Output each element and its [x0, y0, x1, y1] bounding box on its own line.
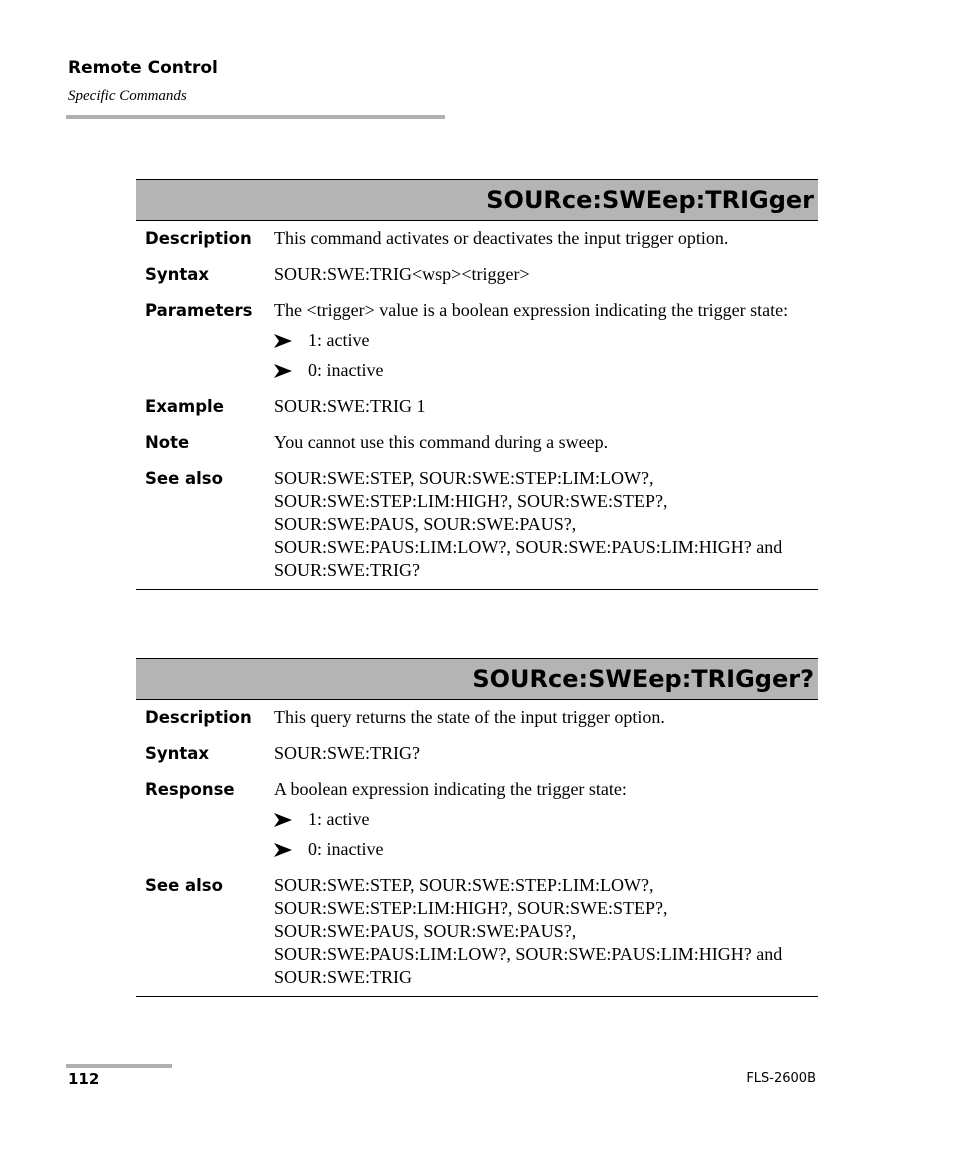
- row-see-also: [136, 467, 818, 582]
- bullet-text: 0: inactive: [308, 360, 384, 380]
- command-title: SOURce:SWEep:TRIGger?: [136, 658, 818, 700]
- bullet-text: 0: inactive: [308, 839, 384, 859]
- row-label: Response: [145, 780, 235, 799]
- row-description: [136, 706, 818, 729]
- row-label: Note: [145, 433, 190, 452]
- row-label: Description: [145, 229, 252, 248]
- row-value: This command activates or deactivates the input trigger option.: [274, 228, 729, 248]
- row-label: Description: [145, 708, 252, 727]
- row-value: You cannot use this command during a sweep.: [274, 432, 609, 452]
- row-value: The <trigger> value is a boolean expression indicating the trigger state:: [274, 300, 789, 320]
- row-value: SOUR:SWE:TRIG 1: [274, 396, 426, 416]
- row-value: This query returns the state of the input trigger option.: [274, 707, 665, 727]
- row-see-also: [136, 874, 818, 989]
- command-block-trigger-set: [136, 179, 818, 590]
- row-value: SOUR:SWE:STEP, SOUR:SWE:STEP:LIM:LOW?, SOUR:SWE:STEP:LIM:HIGH?, SOUR:SWE:STEP?, SOUR:SWE:PAUS, SOUR:SWE:PAUS?, SOUR:SWE:PAUS:LIM:LOW?, SOUR:SWE:PAUS:LIM:HIGH? and SOUR:SWE:TRIG?: [274, 468, 783, 580]
- page-header-subtitle: Specific Commands: [68, 88, 187, 104]
- row-label: Example: [145, 397, 224, 416]
- bullet-item: [274, 808, 814, 831]
- row-response: [136, 778, 818, 861]
- header-rule: [66, 115, 445, 119]
- page-header-title: Remote Control: [68, 58, 218, 78]
- row-value: SOUR:SWE:TRIG?: [274, 743, 420, 763]
- row-value: SOUR:SWE:TRIG<wsp><trigger>: [274, 264, 530, 284]
- bullet-text: 1: active: [308, 809, 370, 829]
- arrow-bullet-icon: [274, 813, 308, 827]
- row-label: See also: [145, 876, 223, 895]
- row-syntax: [136, 263, 818, 286]
- product-name: FLS-2600B: [746, 1071, 816, 1086]
- row-description: [136, 227, 818, 250]
- arrow-bullet-icon: [274, 334, 308, 348]
- row-syntax: [136, 742, 818, 765]
- command-block-trigger-query: [136, 658, 818, 997]
- row-label: Parameters: [145, 301, 253, 320]
- bullet-text: 1: active: [308, 330, 370, 350]
- bullet-item: [274, 359, 814, 382]
- page-number: 112: [68, 1070, 100, 1088]
- row-value: SOUR:SWE:STEP, SOUR:SWE:STEP:LIM:LOW?, SOUR:SWE:STEP:LIM:HIGH?, SOUR:SWE:STEP?, SOUR:SWE:PAUS, SOUR:SWE:PAUS?, SOUR:SWE:PAUS:LIM:LOW?, SOUR:SWE:PAUS:LIM:HIGH? and SOUR:SWE:TRIG: [274, 875, 783, 987]
- row-note: [136, 431, 818, 454]
- row-example: [136, 395, 818, 418]
- row-parameters: [136, 299, 818, 382]
- arrow-bullet-icon: [274, 843, 308, 857]
- command-title: SOURce:SWEep:TRIGger: [136, 179, 818, 221]
- row-label: Syntax: [145, 265, 210, 284]
- row-label: Syntax: [145, 744, 210, 763]
- row-label: See also: [145, 469, 223, 488]
- footer-rule: [66, 1064, 172, 1068]
- row-value: A boolean expression indicating the trigger state:: [274, 779, 627, 799]
- bullet-item: [274, 329, 814, 352]
- bullet-item: [274, 838, 814, 861]
- arrow-bullet-icon: [274, 364, 308, 378]
